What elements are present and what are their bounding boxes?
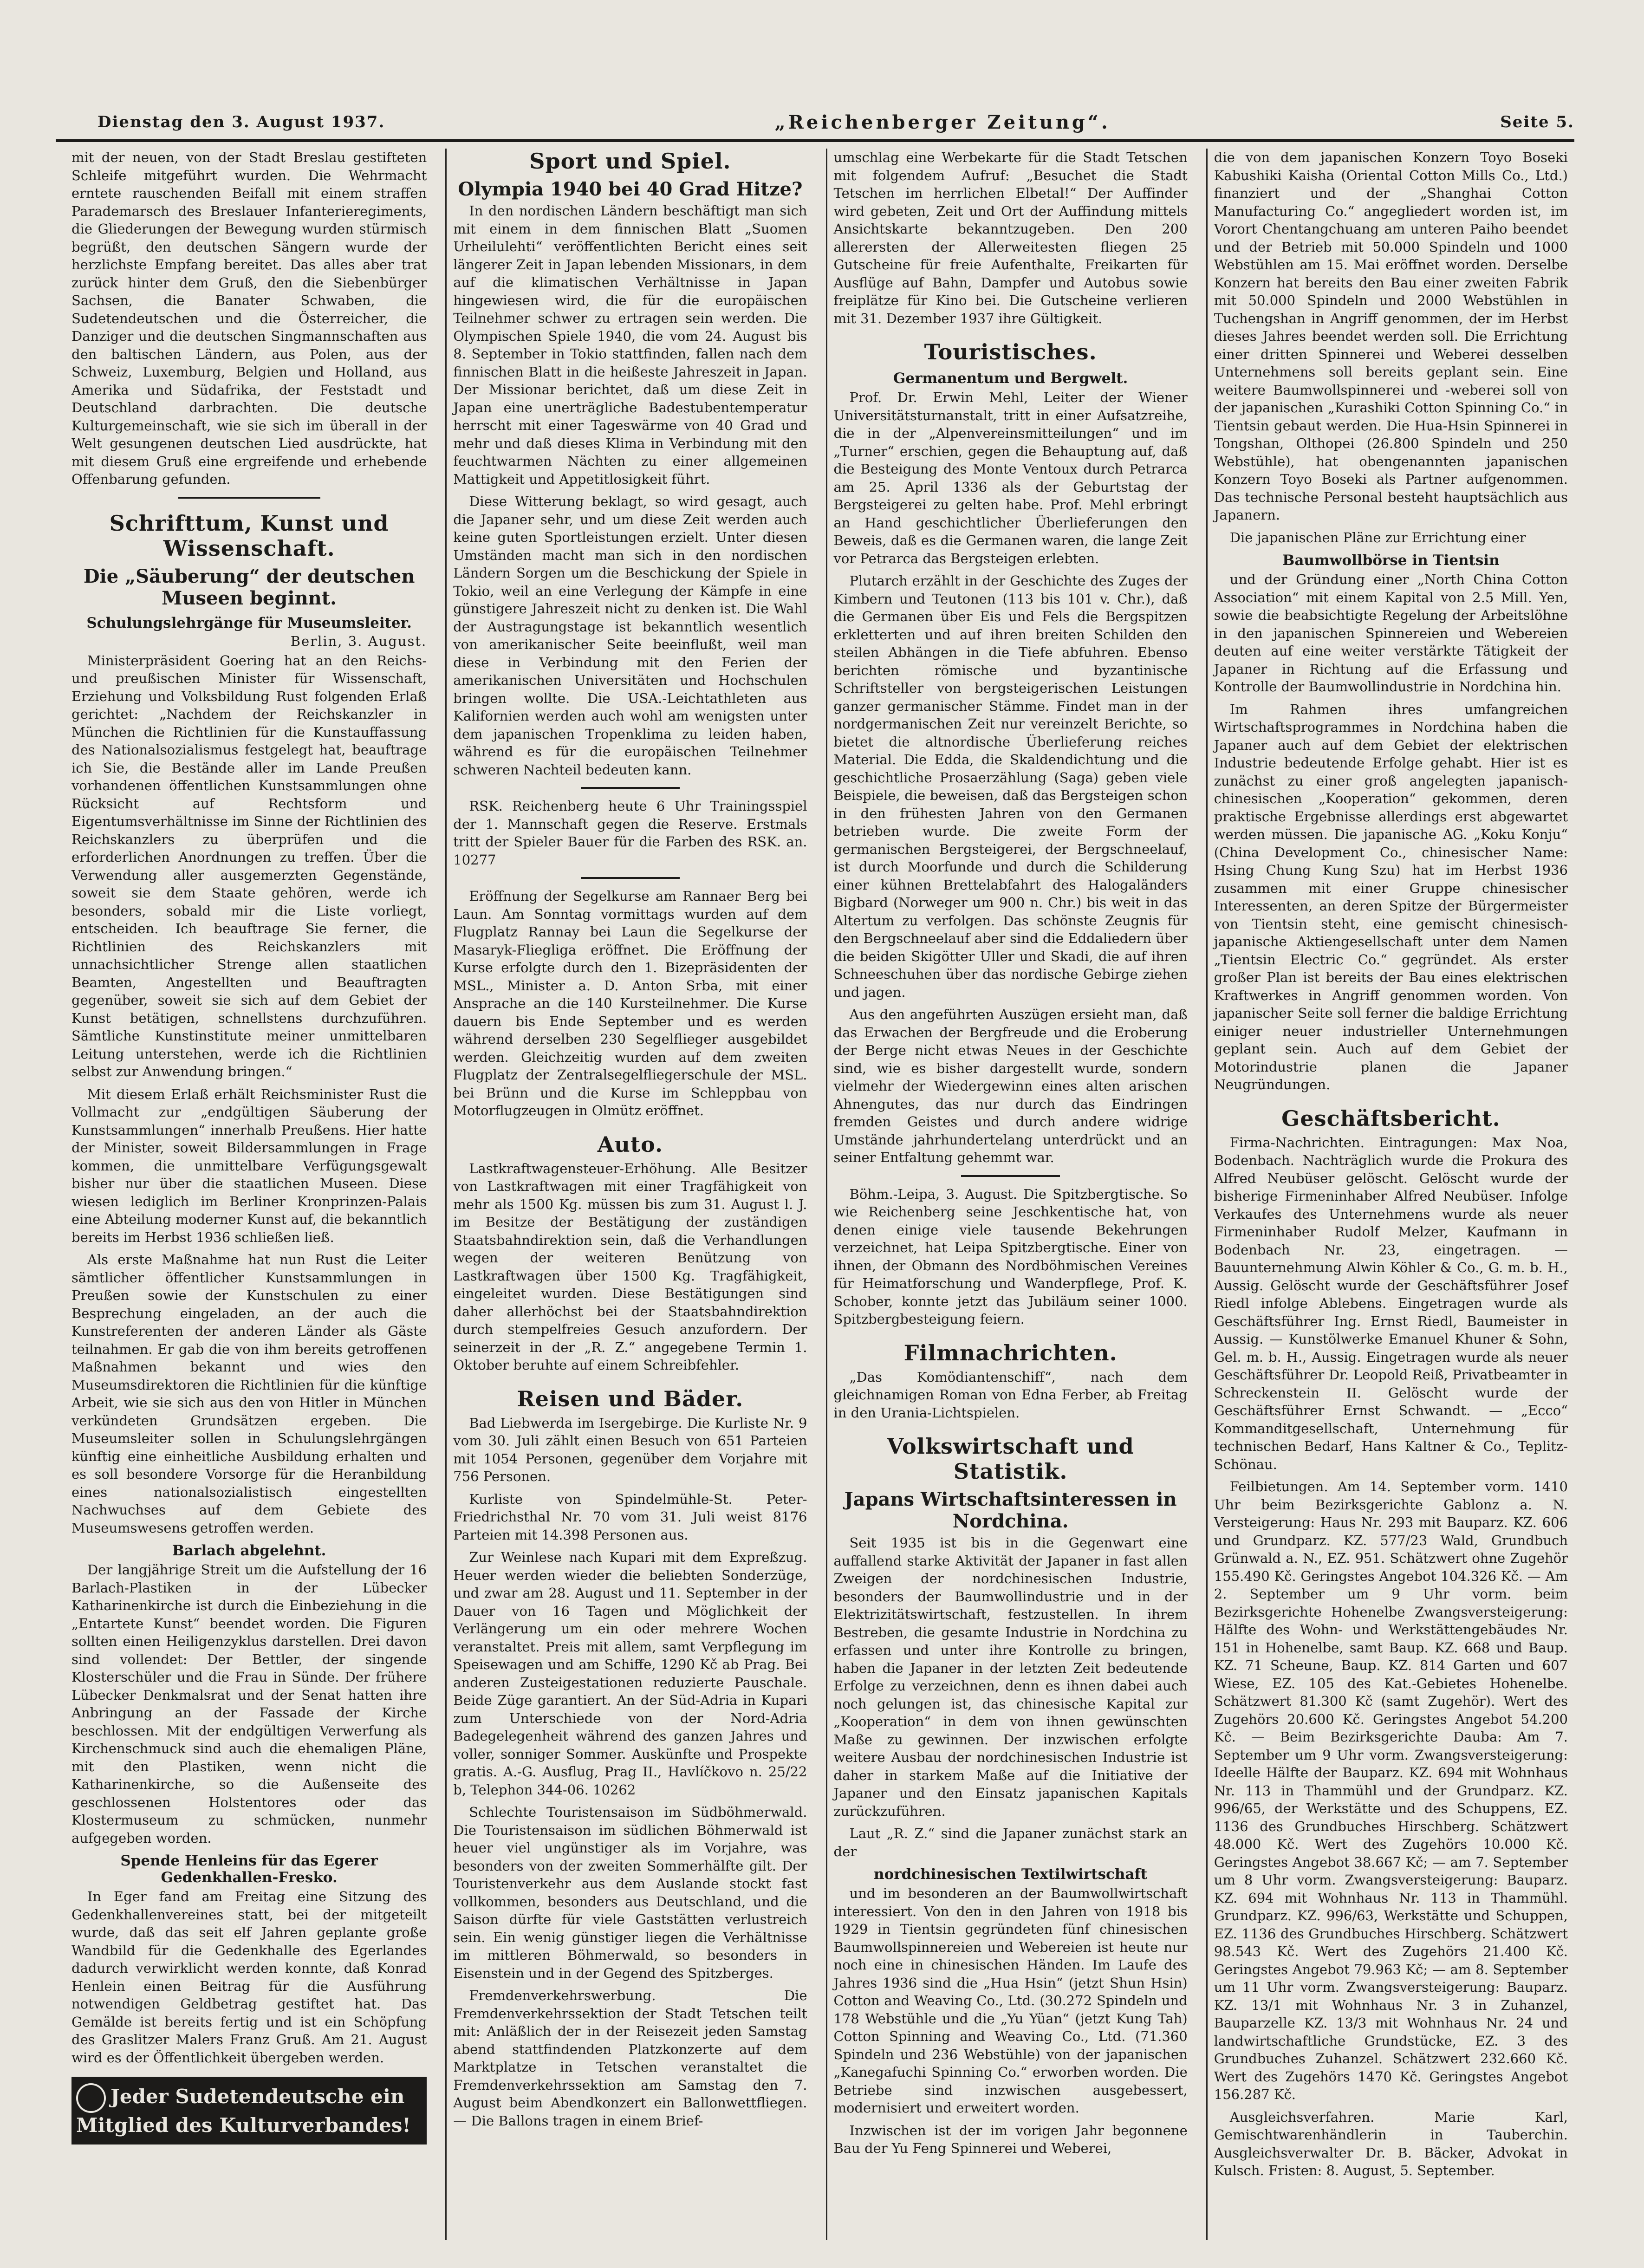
article-text: In Eger fand am Freitag eine Sitzung des Gedenkhallenvereines statt, bei der mitgeteilt wurde, daß das seit elf Jahren geplante große Wandbild für die Gedenkhalle des Egerlandes dadurch verwirklicht werden konnte, daß Konrad Henlein einen Beitrag für die Ausführung notwendigen Geldbetrag gestiftet hat. Das Gemälde ist bereits fertig und ist ein Schöpfung des Graslitzer Malers Franz Gruß. Am 21. August wird es der Öffentlichkeit übergeben werden. (71, 1889, 427, 2066)
article-text: Plutarch erzählt in der Geschichte des Zuges der Kimbern und Teutonen (113 bis 101 v. Chr.), daß die Germanen über Eis und Fels die Bergspitzen erkletterten und auf ihren breiten Schilden den steilen Abhängen in die Tiefe abfuhren. Ebenso berichten römische und byzantinische Schriftsteller von bergsteigerischen Leistungen ganzer germanischer Stämme. Findet man in der nordgermanischen Zeit nur vereinzelt Berichte, so bietet die altnordische Überlieferung reiches Material. Die Edda, die Skaldendichtung und die geschichtliche Prosaerzählung (Saga) geben viele Beispiele, die beweisen, daß das Bergsteigen schon in den frühesten Jahren von den Germanen betrieben wurde. Die zweite Form der germanischen Bergsteigerei, der Bergschneelauf, ist durch Moorfunde und durch die Schilderung einer kühnen Brettelabfahrt des Halogaländers Bigbard (Norweger um 900 n. Chr.) bis weit in das Altertum zu verfolgen. Das schönste Zeugnis für den Bergschneelauf aber sind die Eddaliedern über die beiden Skigötter Uller und Skadi, die auf ihren Schneeschuhen über das nordische Gebirge ziehen und jagen. (833, 573, 1188, 1000)
article-text: Prof. Dr. Erwin Mehl, Leiter der Wiener Universitätsturnanstalt, tritt in einer Aufsatzreihe, die in der „Alpenvereinsmitteilungen“ und im „Turner“ erschien, gegen die Behauptung auf, daß die Besteigung des Monte Ventoux durch Petrarca am 25. April 1336 als der Geburtstag der Bergsteigerei zu gelten habe. Prof. Mehl erbringt an Hand geschichtlicher Überlieferungen den Beweis, daß es die Germanen waren, die lange Zeit vor Petrarca das Bergsteigen erlebten. (833, 390, 1188, 566)
divider (961, 1175, 1060, 1177)
banner-text: Jeder Sudetendeutsche ein Mitglied des Kulturverbandes! (76, 2085, 411, 2137)
column-1 (65, 149, 433, 2240)
column-4 (1206, 149, 1574, 2240)
article-headline: Olympia 1940 bei 40 Grad Hitze? (458, 178, 803, 200)
article-text: Schlechte Touristensaison im Südböhmerwald. Die Touristensaison im südlichen Böhmerwald ist heuer viel ungünstiger als im Vorjahre, was besonders von der zweiten Sommerhälfte gilt. Der Touristenverkehr aus dem Auslande stockt fast vollkommen, besonders aus Deutschland, und die Saison dürfte für viele Gaststätten verlustreich sein. Ein wenig günstiger liegen die Verhältnisse im mittleren Böhmerwald, so besonders in Eisenstein und in der Gegend des Spitzberges. (453, 1804, 807, 1981)
divider (581, 877, 680, 879)
article-text: Feilbietungen. Am 14. September vorm. 1410 Uhr beim Bezirksgerichte Gablonz a. N. Versteigerung: Haus Nr. 293 mit Bauparz. KZ. 606 und Grundparz. KZ. 577/23 Wald, Grundbuch Grünwald a. N., EZ. 951. Schätzwert ohne Zugehör 155.490 Kč. Geringstes Angebot 104.326 Kč. — Am 2. September um 9 Uhr vorm. beim Bezirksgerichte Hohenelbe Zwangsversteigerung: Hälfte des Wohn- und Werkstättengebäudes Nr. 151 in Hohenelbe, samt Baup. KZ. 668 und Baup. KZ. 71 Scheune, Baup. KZ. 814 Garten und 607 Wiese, EZ. 105 des Kat.-Gebietes Hohenelbe. Schätzwert 81.300 Kč (samt Zugehör). Wert des Zugehörs 20.600 Kč. Geringstes Angebot 54.200 Kč. — Beim Bezirksgerichte Dauba: Am 7. September um 9 Uhr vorm. Zwangsversteigerung: Ideelle Hälfte der Bauparz. KZ. 694 mit Wohnhaus Nr. 113 in Thammühl und der Grundparz. KZ. 996/65, der Werkstätte und des Schuppens, EZ. 1136 des Grundbuches Hirschberg. Schätzwert 48.000 Kč. Wert des Zugehörs 10.000 Kč. Geringstes Angebot 38.667 Kč; — am 7. September um 8 Uhr vorm. Zwangsversteigerung: Bauparz. KZ. 694 mit Wohnhaus Nr. 113 in Thammühl. Grundparz. KZ. 996/63, Werkstätte und Schuppen, EZ. 1136 des Grundbuches Hirschberg. Schätzwert 98.543 Kč. Wert des Zugehörs 21.400 Kč. Geringstes Angebot 79.963 Kč; — am 8. September um 11 Uhr vorm. Zwangsversteigerung: Bauparz. KZ. 13/1 mit Wohnhaus Nr. 3 in Zuhanzel, Bauparzelle KZ. 13/3 mit Wohnhaus Nr. 24 und landwirtschaftliche Grundstücke, EZ. 3 des Grundbuches Zuhanzel. Schätzwert 232.660 Kč. Wert des Zugehörs 1470 Kč. Geringstes Angebot 156.287 Kč. (1214, 1479, 1568, 2102)
article-text: RSK. Reichenberg heute 6 Uhr Trainingsspiel der 1. Mannschaft gegen die Reserve. Erstmals tritt der Spieler Bauer für die Farben des RSK. an. 10277 (453, 798, 807, 868)
column-2 (445, 149, 813, 2240)
article-text: „Das Komödiantenschiff“, nach dem gleichnamigen Roman von Edna Ferber, ab Freitag in den Urania-Lichtspielen. (833, 1369, 1188, 1421)
article-text: Bad Liebwerda im Isergebirge. Die Kurliste Nr. 9 vom 30. Juli zählt einen Besuch von 651 Parteien mit 1054 Personen, gegenüber dem Vorjahre mit 756 Personen. (453, 1415, 807, 1484)
article-text: Inzwischen ist der im vorigen Jahr begonnene Bau der Yu Feng Spinnerei und Weberei, (833, 2122, 1188, 2156)
emblem-icon (76, 2083, 106, 2113)
article-text: die von dem japanischen Konzern Toyo Boseki Kabushiki Kaisha (Oriental Cotton Mills Co., Ltd.) finanziert und der „Shanghai Cotton Manufacturing Co.“ angegliedert worden ist, im Vorort Chentangchuang am unteren Paiho beendet und der Betrieb mit 50.000 Spindeln und 1000 Webstühlen am 15. Mai eröffnet worden. Derselbe Konzern hat bereits den Bau einer zweiten Fabrik mit 50.000 Spindeln und 2000 Webstühlen in Tuchengshan in Angriff genommen, der im Herbst dieses Jahres beendet werden soll. Die Errichtung einer dritten Spinnerei und Weberei desselben Unternehmens soll bereits geplant sein. Eine weitere Baumwollspinnerei und -weberei soll von der japanischen „Kurashiki Cotton Spinning Co.“ in Tientsin gebaut werden. Die Hua-Hsin Spinnerei in Tongshan, Olthopei (26.800 Spindeln und 250 Webstühle), hat obengenannten japanischen Konzern Toyo Boseki als Partner aufgenommen. Das technische Personal besteht hauptsächlich aus Japanern. (1214, 149, 1568, 523)
article-text: Seit 1935 ist bis in die Gegenwart eine auffallend starke Aktivität der Japaner in fast allen Zweigen der nordchinesischen Industrie, besonders der Baumwollindustrie und in der Elektrizitätswirtschaft, festzustellen. In ihrem Bestreben, die gesamte Industrie in Nordchina zu erfassen und unter ihre Kontrolle zu bringen, haben die Japaner in der letzten Zeit bedeutende Erfolge zu verzeichnen, denn es ihnen dabei auch noch gelungen ist, das chinesische Kapital zur „Kooperation“ in dem von ihnen gewünschten Maße zu gewinnen. Der inzwischen erfolgte weitere Ausbau der nordchinesischen Industrie ist daher in starkem Maße auf die Initiative der Japaner und den Einsatz japanischen Kapitals zurückzuführen. (833, 1535, 1188, 1819)
article-text: Die japanischen Pläne zur Errichtung einer (1229, 529, 1526, 546)
section-heading: Volkswirtschaft und Statistik. (887, 1434, 1134, 1484)
article-text: Firma-Nachrichten. Eintragungen: Max Noa, Bodenbach. Nachträglich wurde die Prokura des Alfred Neubüser gelöscht. Gelöscht wurde der bisherige Firmeninhaber Alfred Neubüser. Infolge Verkaufes des Unternehmens wurde als neuer Firmeninhaber Rudolf Melzer, Kaufmann in Bodenbach Nr. 23, eingetragen. — Bauunternehmung Alwin Köhler & Co., G. m. b. H., Aussig. Gelöscht wurde der Geschäftsführer Josef Riedl infolge Ablebens. Eingetragen wurde als Geschäftsführer Ing. Ernst Riedl, Baumeister in Aussig. — Kunstölwerke Emanuel Khuner & Sohn, Gel. m. b. H., Aussig. Eingetragen wurde als neuer Geschäftsführer Dr. Leopold Reiß, Privatbeamter in Schreckenstein II. Gelöscht wurde der Geschäftsführer Ernst Schwandt. — „Ecco“ Kommanditgesellschaft, Unternehmung für technischen Bedarf, Hans Kaltner & Co., Teplitz-Schönau. (1214, 1134, 1568, 1472)
article-text: Ministerpräsident Goering hat an den Reichs- und preußischen Minister für Wissenschaft, Erziehung und Volksbildung Rust folgenden Erlaß gerichtet: „Nachdem der Reichskanzler in München die Richtlinien für die Kunstauffassung des Nationalsozialismus festgelegt hat, beauftrage ich Sie, die Bestände aller im Lande Preußen vorhandenen öffentlichen Kunstsammlungen ohne Rücksicht auf Rechtsform und Eigentumsverhältnisse im Sinne der Richtlinien des Reichskanzlers zu überprüfen und die erforderlichen Anordnungen zu treffen. Über die Verwendung aller ausgemerzten Gegenstände, soweit sie dem Staate gehören, werde ich besonders, sobald mir die Liste vorliegt, entscheiden. Ich beauftrage Sie ferner, die Richtlinien des Reichskanzlers mit unnachsichtlicher Strenge allen staatlichen Beamten, Angestellten und Beauftragten gegenüber, soweit sie sich auf dem Gebiet der Kunst betätigen, schnellstens durchzuführen. Sämtliche Kunstinstitute meiner unmittelbaren Leitung unterstehen, werde ich die Richtlinien selbst zur Anwendung bringen.“ (71, 652, 427, 1079)
article-text: Zur Weinlese nach Kupari mit dem Expreßzug. Heuer werden wieder die beliebten Sonderzüge, und zwar am 28. August und 11. September in der Dauer von 16 Tagen und Möglichkeit der Verlängerung um ein oder mehrere Wochen veranstaltet. Preis mit allem, samt Verpflegung im Speisewagen und am Schiffe, 1290 Kč ab Prag. Bei anderen Zusteigestationen reduzierte Pauschale. Beide Züge garantiert. An der Süd-Adria in Kupari zum Unterschiede von der Nord-Adria Badegelegenheit während des ganzen Jahres und voller, sonniger Sommer. Auskünfte und Prospekte gratis. A.-G. Ausflug, Prag II., Havlíčkovo n. 25/22 b, Telephon 344-06. 10262 (453, 1549, 807, 1798)
page-number: Seite 5. (1500, 113, 1574, 131)
section-heading: Touristisches. (924, 339, 1097, 364)
article-text: Mit diesem Erlaß erhält Reichsminister Rust die Vollmacht zur „endgültigen Säuberung der Kunstsammlungen“ innerhalb Preußens. Hier hatte der Minister, soweit Bildersammlungen in Frage kommen, die unmittelbare Verfügungsgewalt bisher nur über die staatlichen Museen. Diese wiesen lediglich im Berliner Kronprinzen-Palais eine Abteilung moderner Kunst auf, die bekanntlich bereits im Herbst 1936 schließen ließ. (71, 1086, 427, 1245)
page-header (97, 106, 1574, 138)
article-text: Im Rahmen ihres umfangreichen Wirtschaftsprogrammes in Nordchina haben die Japaner auch auf dem Gebiet der elektrischen Industrie bedeutende Erfolge gehabt. Hier ist es zunächst zu einer groß angelegten japanisch-chinesischen „Kooperation“ gekommen, deren praktische Ergebnisse allerdings erst abgewartet werden müssen. Die japanische AG. „Koku Konju“ (China Development Co., chinesischer Name: Hsing Chung Kung Szu) hat im Herbst 1936 zusammen mit einer Gruppe chinesischer Interessenten, an deren Spitze der Bürgermeister von Tientsin steht, eine gemischt chinesisch-japanische Aktiengesellschaft unter dem Namen „Tientsin Electric Co.“ gegründet. Als erster großer Plan ist bereits der Bau eines elektrischen Kraftwerkes in Angriff genommen worden. Von japanischer Seite soll ferner die baldige Errichtung einiger neuer industrieller Unternehmungen geplant sein. Auch auf dem Gebiet der Motorindustrie planen die Japaner Neugründungen. (1214, 701, 1568, 1092)
article-text: Diese Witterung beklagt, so wird gesagt, auch die Japaner sehr, und um diese Zeit werden auch keine guten Sportleistungen erzielt. Unter diesen Umständen macht man sich in den nordischen Ländern Sorgen um die Beschickung der Spiele in Tokio, weil an eine Verlegung der Kämpfe in eine günstigere Jahreszeit nicht zu denken ist. Die Wahl der Austragungstage ist bekanntlich wesentlich von amerikanischer Seite beeinflußt, weil man diese in Verbindung mit den Ferien der amerikanischen Universitäten und Hochschulen bringen wollte. Die USA.-Leichtathleten aus Kalifornien werden auch wohl am wenigsten unter dem japanischen Tropenklima zu leiden haben, während es für die europäischen Teilnehmer schweren Nachteil bedeuten kann. (453, 494, 807, 778)
article-subheadline: nordchinesischen Textilwirtschaft (874, 1866, 1148, 1883)
masthead: „Reichenberger Zeitung“. (774, 111, 1111, 133)
article-text: Laut „R. Z.“ sind die Japaner zunächst stark an der (833, 1826, 1188, 1859)
article-text: Fremdenverkehrswerbung. Die Fremdenverkehrssektion der Stadt Tetschen teilt mit: Anläßlich der in der Reisezeit jeden Samstag abend stattfindenden Platzkonzerte auf dem Marktplatze in Tetschen veranstaltet die Fremdenverkehrssektion am Samstag den 7. August beim Abendkonzert ein Ballonwettfliegen. — Die Ballons tragen in einem Brief- (453, 1988, 807, 2129)
section-heading: Sport und Spiel. (529, 149, 731, 174)
dateline: Berlin, 3. August. (290, 633, 427, 649)
article-subheadline: Baumwollbörse in Tientsin (1282, 552, 1500, 569)
divider (178, 497, 320, 499)
column-3 (826, 149, 1194, 2240)
article-subheadline: Schulungslehrgänge für Museumsleiter. (86, 614, 412, 631)
article-headline: Japans Wirtschaftsinteressen in Nordchina. (844, 1488, 1177, 1532)
article-headline: Germanentum und Bergwelt. (893, 370, 1128, 387)
advert-banner (71, 2077, 427, 2145)
section-heading: Geschäftsbericht. (1281, 1105, 1501, 1131)
article-text: Böhm.-Leipa, 3. August. Die Spitzbergtische. So wie Reichenberg seine Jeschkentische hat, von denen einige viele tausende Bekehrungen verzeichnet, hat Leipa Spitzbergtische. Einer von ihnen, der Obmann des Nordböhmischen Vereines für Heimatforschung und Wanderpflege, Prof. K. Schober, konnte jetzt das Jubiläum seiner 1000. Spitzbergbesteigung feiern. (833, 1186, 1188, 1327)
article-text: Der langjährige Streit um die Aufstellung der 16 Barlach-Plastiken in der Lübecker Katharinenkirche ist durch die Einbeziehung in die „Entartete Kunst“ beendet worden. Die Figuren sollten einen Heiligenzyklus darstellen. Drei davon sind vollendet: Der Bettler, der singende Klosterschüler und die Frau in Sünde. Der frühere Lübecker Denkmalsrat und der Senat hatten ihre Anbringung an der Fassade der Kirche beschlossen. Mit der endgültigen Verwerfung als Kirchenschmuck sind auch die ehemaligen Pläne, mit den Plastiken, wenn nicht die Katharinenkirche, so die Außenseite des geschlossenen Holstentores oder das Klostermuseum zu schmücken, nunmehr aufgegeben worden. (71, 1562, 427, 1846)
header-rule (56, 139, 1574, 142)
section-heading: Schrifttum, Kunst und Wissenschaft. (109, 510, 389, 561)
article-text: Als erste Maßnahme hat nun Rust die Leiter sämtlicher öffentlicher Kunstsammlungen in Preußen sowie der Kunstschulen zu einer Besprechung eingeladen, an der auch die Kunstreferenten der anderen Länder als Gäste teilnahmen. Er gab die von ihm bereits getroffenen Maßnahmen bekannt und wies den Museumsdirektoren die Richtlinien für die künftige Arbeit, wie sie sich aus den von Hitler in München verkündeten Grundsätzen ergeben. Die Museumsleiter sollen in Schulungslehrgängen künftig eine einheitliche Ausbildung erhalten und es soll besondere Vorsorge für die Heranbildung eines nationalsozialistisch eingestellten Nachwuchses auf dem Gebiete des Museumswesens getroffen werden. (71, 1252, 427, 1536)
section-heading: Filmnachrichten. (903, 1340, 1118, 1365)
article-headline: Die „Säuberung“ der deutschen Museen beginnt. (83, 565, 415, 609)
article-text: Lastkraftwagensteuer-Erhöhung. Alle Besitzer von Lastkraftwagen mit einer Tragfähigkeit von mehr als 1500 Kg. müssen bis zum 31. August l. J. im Besitze der Bestätigung der zuständigen Staatsbahndirektion sein, daß die Verhandlungen wegen der weiteren Benützung von Lastkraftwagen über 1500 Kg. Tragfähigkeit, eingeleitet wurden. Diese Bestätigungen sind daher allerhöchst bei der Staatsbahndirektion durch stempelfreies Gesuch anzufordern. Der seinerzeit in der „R. Z.“ angegebene Termin 1. Oktober beruhte auf einem Schreibfehler. (453, 1160, 807, 1373)
divider (581, 787, 680, 789)
article-text: und der Gründung einer „North China Cotton Association“ mit einem Kapital von 2.5 Mill. Yen, sowie die beabsichtigte Regelung der Arbeitslöhne in den japanischen Spinnereien und Webereien deuten auf eine weiter verstärkte Tätigkeit der Japaner in Richtung auf die Erfassung und Kontrolle der Baumwollindustrie in Nordchina hin. (1214, 572, 1568, 695)
article-headline: Spende Henleins für das Egerer Gedenkhallen-Fresko. (120, 1852, 378, 1886)
article-headline: Barlach abgelehnt. (172, 1542, 326, 1559)
header-date: Dienstag den 3. August 1937. (97, 113, 385, 131)
columns (65, 149, 1574, 2240)
article-text: Kurliste von Spindelmühle-St. Peter-Friedrichsthal Nr. 70 vom 31. Juli weist 8176 Parteien mit 14.398 Personen aus. (453, 1491, 807, 1543)
article-text: mit der neuen, von der Stadt Breslau gestifteten Schleife mitgeführt wurden. Die Wehrmacht erntete rauschenden Beifall mit einem straffen Parademarsch des Breslauer Infanterieregiments, die Gliederungen der Bewegung wurden stürmisch begrüßt, den deutschen Sängern wurde der herzlichste Empfang bereitet. Das alles aber trat zurück hinter dem Gruß, den die Siebenbürger Sachsen, die Banater Schwaben, die Sudetendeutschen und die Österreicher, die Danziger und die deutschen Singmannschaften aus den baltischen Ländern, aus Polen, aus der Schweiz, Luxemburg, Belgien und Holland, aus Amerika und Südafrika, der Feststadt und Deutschland darbrachten. Die deutsche Kulturgemeinschaft, wie sie sich im überall in der Welt gesungenen deutschen Lied ausdrückte, hat mit diesem Gruß eine ergreifende und erhebende Offenbarung gefunden. (71, 149, 427, 487)
article-text: Ausgleichsverfahren. Marie Karl, Gemischtwarenhändlerin in Tauberchin. Ausgleichsverwalter Dr. B. Bäcker, Advokat in Kulsch. Fristen: 8. August, 5. September. (1214, 2109, 1568, 2178)
article-text: In den nordischen Ländern beschäftigt man sich mit einem in dem finnischen Blatt „Suomen Urheilulehti“ veröffentlichten Bericht eines seit längerer Zeit in Japan lebenden Missionars, in dem auf die klimatischen Verhältnisse in Japan hingewiesen wird, die für die europäischen Teilnehmer schwer zu ertragen sein werden. Die Olympischen Spiele 1940, die vom 24. August bis 8. September in Tokio stattfinden, fallen nach dem finnischen Blatt in die heißeste Jahreszeit in Japan. Der Missionar berichtet, daß um diese Zeit in Japan eine unerträgliche Badestubentemperatur herrscht mit einer Tageswärme von 40 Grad und mehr und daß dieses Klima in Verbindung mit den feuchtwarmen Nächten zu einer allgemeinen Mattigkeit und Appetitlosigkeit führt. (453, 203, 807, 487)
section-heading: Reisen und Bäder. (517, 1386, 744, 1411)
article-text: und im besonderen an der Baumwollwirtschaft interessiert. Von den in den Jahren von 1918 bis 1929 in Tientsin gegründeten fünf chinesischen Baumwollspinnereien und Webereien ist heute nur noch eine in chinesischen Händen. Im Laufe des Jahres 1936 sind die „Hua Hsin“ (jetzt Shun Hsin) Cotton and Weaving Co., Ltd. (30.272 Spindeln und 178 Webstühle und die „Yu Yüan“ (jetzt Kung Tah) Cotton Spinning and Weaving Co., Ltd. (71.360 Spindeln und 236 Webstühle) von der japanischen „Kanegafuchi Spinning Co.“ erworben worden. Die Betriebe sind inzwischen ausgebessert, modernisiert und erweitert worden. (833, 1885, 1188, 2116)
article-text: umschlag eine Werbekarte für die Stadt Tetschen mit folgendem Aufruf: „Besuchet die Stadt Tetschen im herrlichen Elbetal!“ Der Auffinder wird gebeten, Zeit und Ort der Auffindung mittels Ansichtskarte bekanntzugeben. Den 200 allerersten der Allerweitesten fliegen 25 Gutscheine für freie Aufenthalte, Freikarten für Ausflüge auf Bahn, Dampfer und Autobus sowie freiplätze für Kino bei. Die Gutscheine verlieren mit 31. Dezember 1937 ihre Gültigkeit. (833, 149, 1188, 326)
section-heading: Auto. (597, 1131, 663, 1157)
article-text: Eröffnung der Segelkurse am Rannaer Berg bei Laun. Am Sonntag vormittags wurden auf dem Flugplatz Rannay bei Laun die Segelkurse der Masaryk-Fliegliga eröffnet. Die Eröffnung der Kurse erfolgte durch den 1. Bizepräsidenten der MSL., Minister a. D. Anton Srba, mit einer Ansprache an die 140 Kursteilnehmer. Die Kurse dauern bis Ende September und es werden während derselben 230 Segelflieger ausgebildet werden. Gleichzeitig wurden auf dem zweiten Flugplatz der Zentralsegelfliegerschule der MSL. bei Brünn und die Kurse im Schleppbau von Motorflugzeugen in Olmütz eröffnet. (453, 888, 807, 1118)
article-text: Aus den angeführten Auszügen ersieht man, daß das Erwachen der Bergfreude und die Eroberung der Berge nicht etwas Neues in der Geschichte sind, wie es bisher dargestellt wurde, sondern vielmehr der Wiedergewinn eines alten arischen Ahnengutes, das nur durch das Eindringen fremden Geistes und durch andere widrige Umstände jahrhundertelang unterdrückt und an seiner Entfaltung gehemmt war. (833, 1007, 1188, 1165)
